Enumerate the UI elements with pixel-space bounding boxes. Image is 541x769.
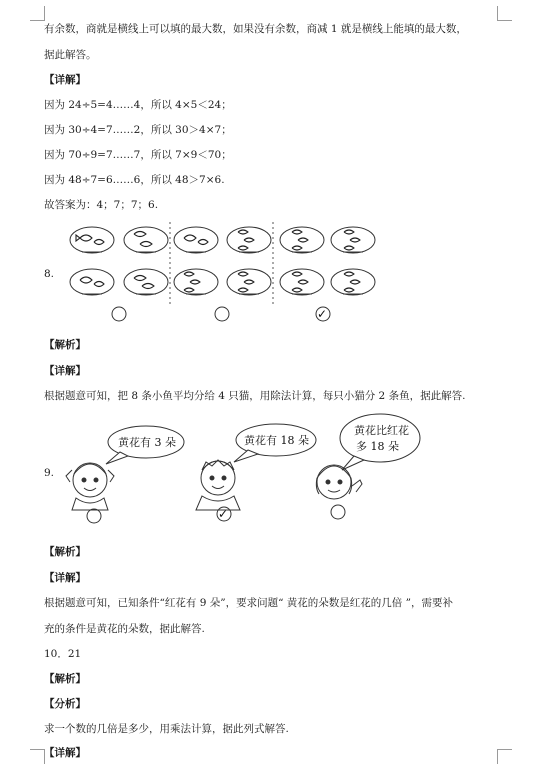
section-heading: 【解析】: [44, 339, 86, 351]
children-speech-figure: [62, 412, 432, 530]
text-line: 根据题意可知，把 8 条小鱼平均分给 4 只猫，用除法计算，每只小猫分 2 条鱼，据此解答.: [44, 390, 466, 402]
text-line: 充的条件是黄花的朵数，据此解答.: [44, 623, 205, 635]
text-line: 故答案为：4；7；7；6.: [44, 199, 159, 211]
answer-line: 10．21: [44, 648, 82, 660]
text-line: 因为 30÷4=7……2，所以 30＞4×7；: [44, 124, 232, 136]
section-heading: 【解析】: [44, 673, 86, 685]
section-heading: 【分析】: [44, 698, 86, 710]
section-heading: 【详解】: [44, 74, 86, 86]
bubble-text: 黄花有 18 朵: [244, 434, 309, 447]
question-number: 8.: [44, 268, 55, 280]
margin-corner-top-left: [30, 6, 45, 21]
margin-corner-bottom-left: [30, 749, 45, 764]
answer-check-mark: ✓: [317, 307, 328, 321]
text-line: 因为 70÷9=7……7，所以 7×9＜70；: [44, 149, 232, 161]
bubble-text: 黄花有 3 朵: [118, 436, 176, 449]
answer-check-mark: ✓: [218, 507, 229, 521]
bubble-text: 黄花比红花: [354, 424, 409, 437]
cat-fish-figure: [66, 218, 376, 326]
option-circle: [215, 307, 229, 321]
text-line: 求一个数的几倍是多少，用乘法计算，据此列式解答.: [44, 723, 289, 735]
text-line: 根据题意可知，已知条件“红花有 9 朵”，要求问题“ 黄花的朵数是红花的几倍 ”，需要补: [44, 597, 454, 609]
section-heading: 【详解】: [44, 365, 86, 377]
margin-corner-bottom-right: [497, 749, 512, 764]
section-heading: 【解析】: [44, 546, 86, 558]
text-line: 据此解答。: [44, 49, 97, 61]
text-line: 因为 48÷7=6……6，所以 48＞7×6.: [44, 174, 225, 186]
option-circle: [112, 307, 126, 321]
text-line: 有余数，商就是横线上可以填的最大数，如果没有余数，商减 1 就是横线上能填的最大数，: [44, 23, 467, 35]
question-number: 9.: [44, 467, 55, 479]
section-heading: 【详解】: [44, 747, 86, 759]
margin-corner-top-right: [497, 6, 512, 21]
section-heading: 【详解】: [44, 572, 86, 584]
bubble-text: 多 18 朵: [356, 440, 399, 453]
text-line: 因为 24÷5=4……4，所以 4×5＜24；: [44, 99, 232, 111]
option-circle: [331, 505, 345, 519]
option-circle: [87, 509, 101, 523]
